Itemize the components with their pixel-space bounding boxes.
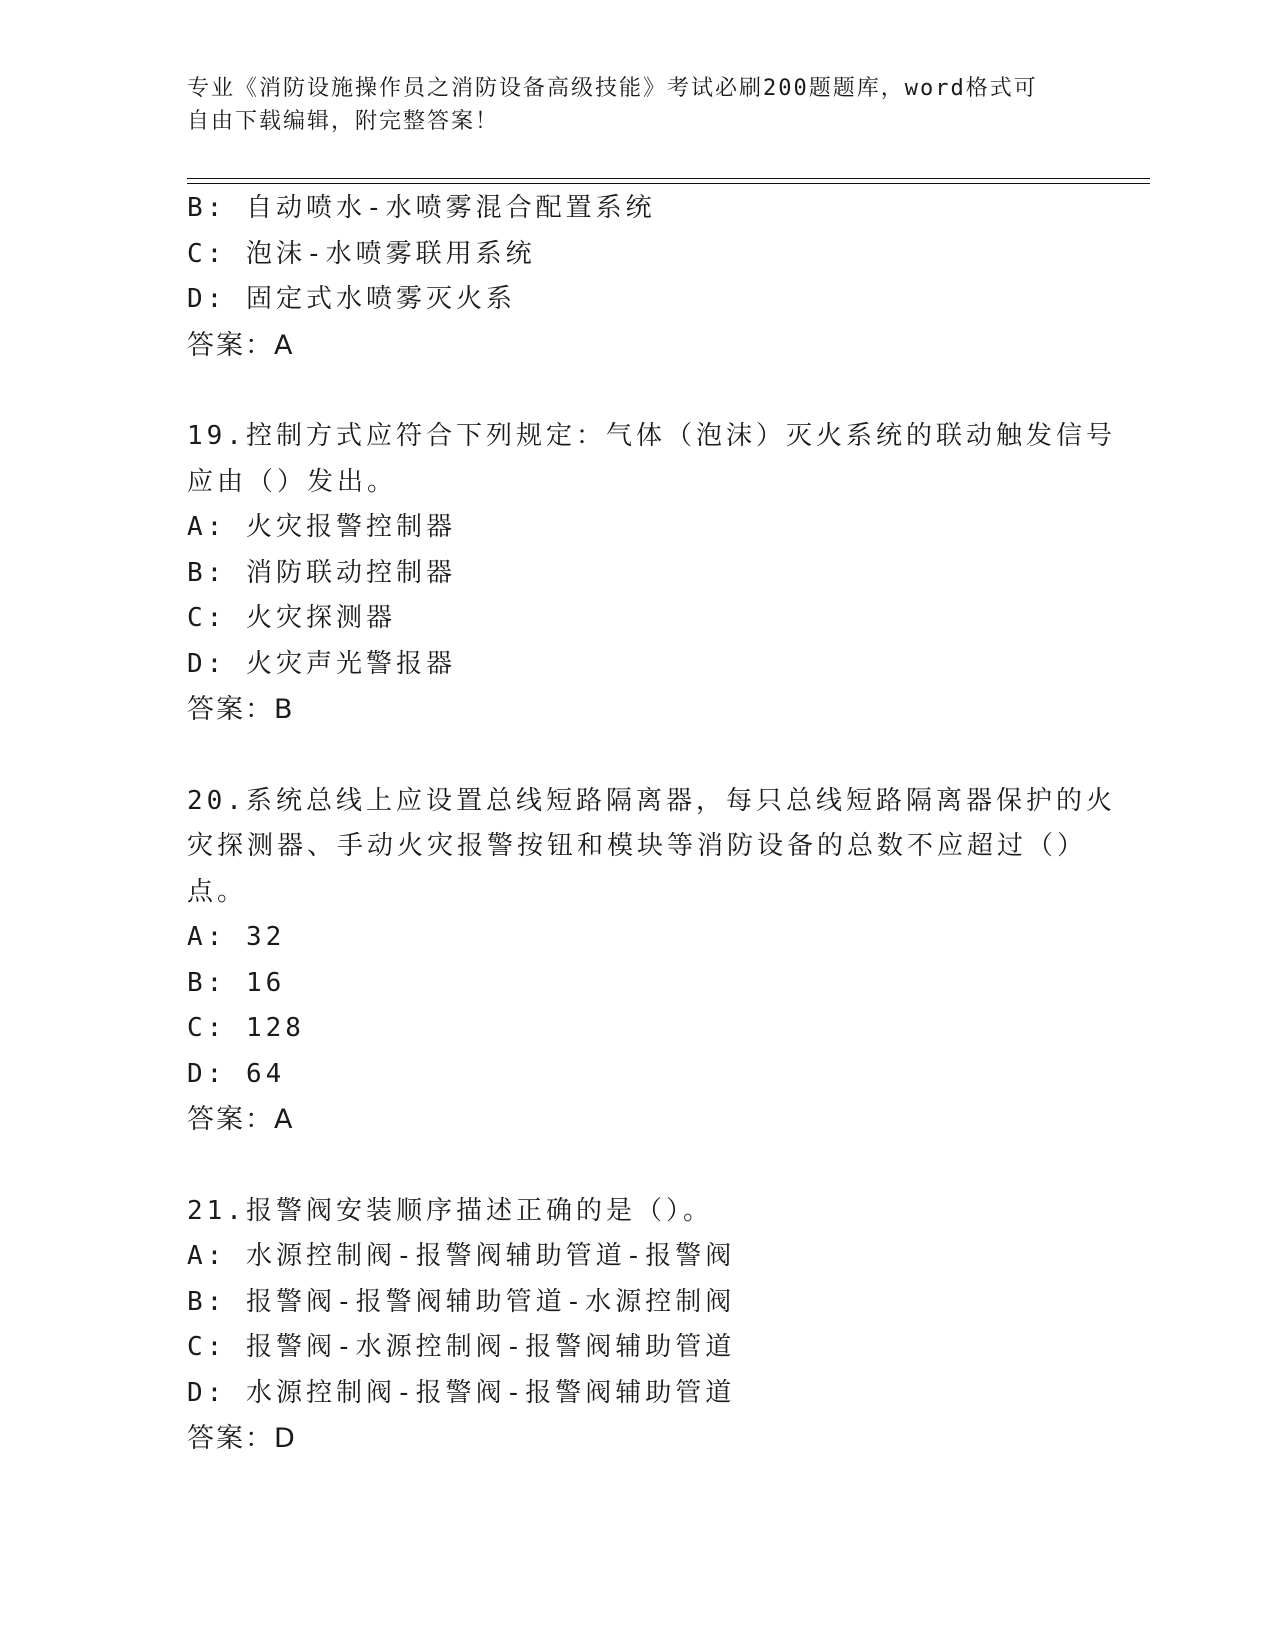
- header-divider-bottom: [187, 183, 1150, 184]
- header-line-2: 自由下载编辑，附完整答案！: [187, 109, 500, 134]
- spacer: [187, 1143, 1087, 1189]
- question-list: [187, 186, 1116, 1462]
- q19-option-a: A: 火灾报警控制器: [187, 512, 456, 542]
- q21-option-d: D: 水源控制阀-报警阀-报警阀辅助管道: [187, 1377, 736, 1408]
- question-18: [187, 186, 1087, 368]
- header-divider-top: [187, 178, 1150, 179]
- q21-option-c: C: 报警阀-水源控制阀-报警阀辅助管道: [187, 1332, 736, 1362]
- q20-option-c: C: 128: [187, 1013, 305, 1043]
- q20-answer: 答案：A: [187, 1104, 295, 1135]
- q20-stem-line-1: 20.系统总线上应设置总线短路隔离器，每只总线短路隔离器保护的火: [187, 785, 1116, 816]
- q18-option-b: B: 自动喷水-水喷雾混合配置系统: [187, 193, 656, 223]
- q19-answer: 答案：B: [187, 694, 295, 725]
- q19-stem-line-2: 应由（）发出。: [187, 466, 398, 497]
- question-19: [187, 414, 1116, 733]
- header-line-1: 专业《消防设施操作员之消防设备高级技能》考试必刷200题题库，word格式可: [187, 76, 1038, 101]
- q20-option-b: B: 16: [187, 967, 286, 998]
- q21-option-b: B: 报警阀-报警阀辅助管道-水源控制阀: [187, 1286, 736, 1317]
- document-header: [187, 72, 1067, 138]
- spacer: [187, 733, 1087, 779]
- q20-option-a: A: 32: [187, 922, 286, 952]
- q18-answer: 答案：A: [187, 329, 295, 361]
- question-20: [187, 779, 1116, 1143]
- q20-stem-line-2: 灾探测器、手动火灾报警按钮和模块等消防设备的总数不应超过（）: [187, 831, 1088, 861]
- q20-option-d: D: 64: [187, 1058, 286, 1089]
- q19-stem-line-1: 19.控制方式应符合下列规定：气体（泡沫）灭火系统的联动触发信号: [187, 421, 1116, 451]
- q18-option-d: D: 固定式水喷雾灭火系: [187, 284, 516, 314]
- q21-stem-line-1: 21.报警阀安装顺序描述正确的是（）。: [187, 1195, 713, 1226]
- q21-answer: 答案：D: [187, 1423, 297, 1454]
- q19-option-b: B: 消防联动控制器: [187, 557, 456, 588]
- q19-option-d: D: 火灾声光警报器: [187, 648, 456, 679]
- q19-option-c: C: 火灾探测器: [187, 603, 396, 633]
- question-21: [187, 1189, 1087, 1462]
- q21-option-a: A: 水源控制阀-报警阀辅助管道-报警阀: [187, 1241, 736, 1271]
- spacer: [187, 368, 1087, 414]
- q20-stem-line-3: 点。: [187, 876, 248, 907]
- q18-option-c: C: 泡沫-水喷雾联用系统: [187, 238, 536, 269]
